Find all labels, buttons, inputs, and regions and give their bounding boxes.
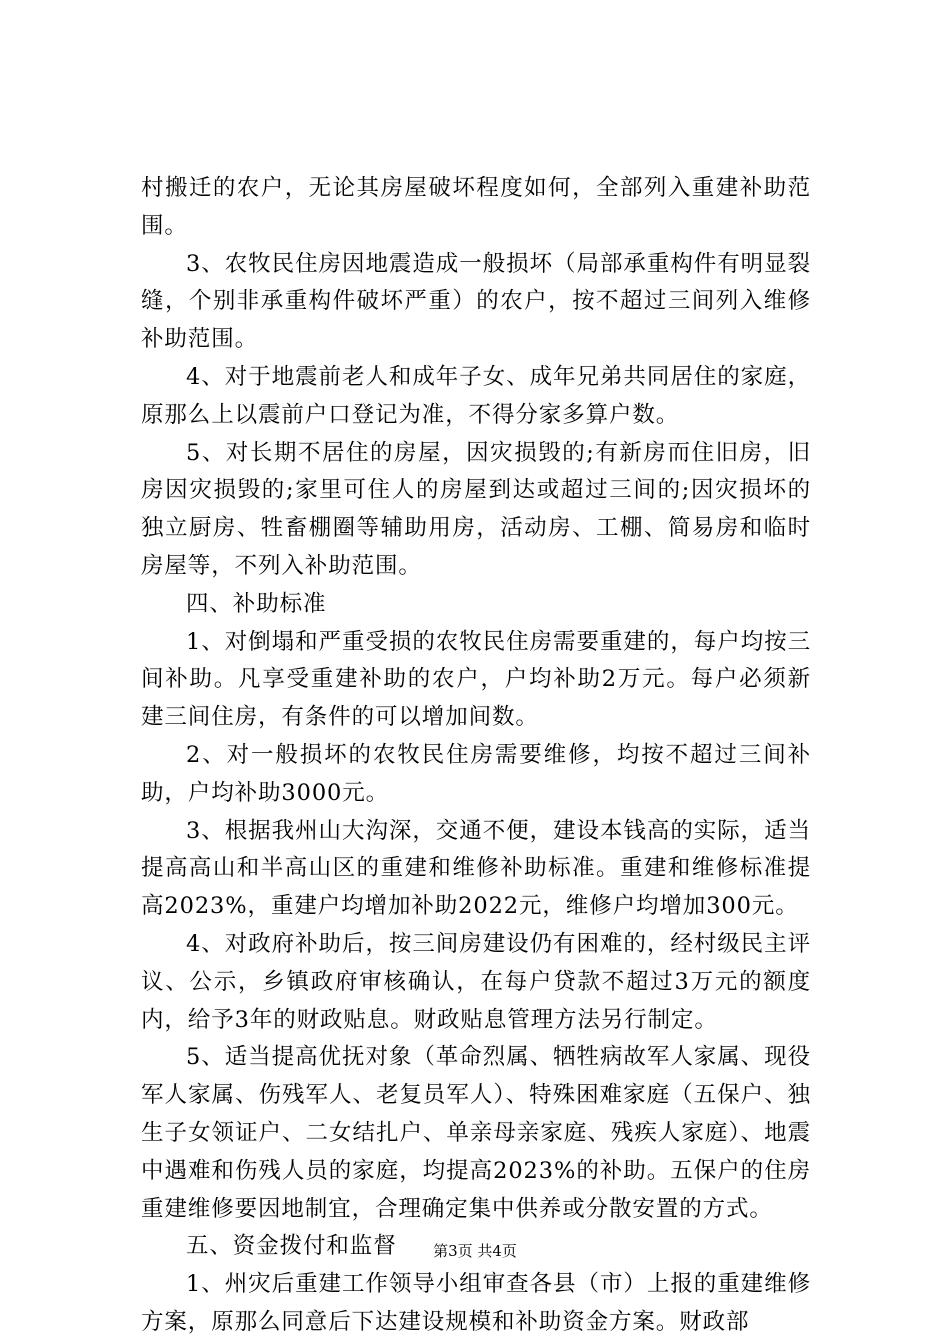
paragraph-item-5-exclusions: 5、对长期不居住的房屋，因灾损毁的;有新房而住旧房，旧房因灾损毁的;家里可住人的房屋到达或超过三间的;因灾损坏的独立厨房、牲畜棚圈等辅助用房，活动房、工棚、简易房和临时房屋等，不列入补助范围。 [141, 439, 811, 579]
paragraph-continuation: 村搬迁的农户，无论其房屋破坏程度如何，全部列入重建补助范围。 [141, 175, 811, 239]
paragraph-item-3-damage: 3、农牧民住房因地震造成一般损坏（局部承重构件有明显裂缝，个别非承重构件破坏严重）的农户，按不超过三间列入维修补助范围。 [141, 250, 811, 353]
paragraph-standard-3: 3、根据我州山大沟深，交通不便，建设本钱高的实际，适当提高高山和半高山区的重建和维修补助标准。重建和维修标准提高2023%，重建户均增加补助2022元，维修户均增加300元。 [141, 817, 811, 920]
page-footer: 第3页 共4页 [433, 1242, 517, 1260]
paragraph-funding-1: 1、州灾后重建工作领导小组审查各县（市）上报的重建维修方案，原那么同意后下达建设规模和补助资金方案。财政部 [141, 1271, 811, 1335]
section-heading-subsidy-standard: 四、补助标准 [186, 590, 327, 617]
document-body [141, 170, 811, 1342]
paragraph-standard-1: 1、对倒塌和严重受损的农牧民住房需要重建的，每户均按三间补助。凡享受重建补助的农户，户均补助2万元。每户必须新建三间住房，有条件的可以增加间数。 [141, 628, 811, 731]
paragraph-item-4-household: 4、对于地震前老人和成年子女、成年兄弟共同居住的家庭，原那么上以震前户口登记为准，不得分家多算户数。 [141, 363, 811, 428]
paragraph-standard-2: 2、对一般损坏的农牧民住房需要维修，均按不超过三间补助，户均补助3000元。 [141, 741, 811, 806]
paragraph-standard-4: 4、对政府补助后，按三间房建设仍有困难的，经村级民主评议、公示，乡镇政府审核确认，在每户贷款不超过3万元的额度内，给予3年的财政贴息。财政贴息管理方法另行制定。 [141, 930, 811, 1033]
section-heading-funding-supervision: 五、资金拨付和监督 [186, 1233, 397, 1260]
paragraph-standard-5: 5、适当提高优抚对象（革命烈属、牺牲病故军人家属、现役军人家属、伤残军人、老复员军人）、特殊困难家庭（五保户、独生子女领证户、二女结扎户、单亲母亲家庭、残疾人家庭）、地震中遇难和伤残人员的家庭，均提高2023%的补助。五保户的住房重建维修要因地制宜，合理确定集中供养或分散安置的方式。 [141, 1044, 811, 1222]
